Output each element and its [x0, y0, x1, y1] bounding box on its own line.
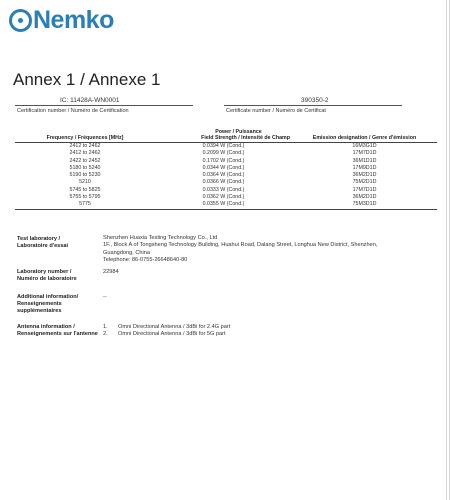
- table-row: [15, 143, 437, 151]
- lab-number-label-line2: Numéro de laboratoire: [17, 276, 77, 282]
- power-header-line2: Field Strength / Intensité de Champ: [201, 135, 290, 141]
- page-edge: [449, 0, 450, 500]
- power-cell: 0.0394 W (Cond.): [202, 143, 245, 149]
- certificate-number-value: 390350-2: [301, 97, 329, 104]
- test-lab-value: [103, 235, 377, 265]
- frequency-cell: 5190 to 5230: [69, 172, 101, 179]
- test-lab-telephone: Telephone: 86-0755-26648640-80: [103, 257, 188, 264]
- power-cell: 0.0344 W (Cond.): [202, 164, 245, 171]
- lab-number-label-line1: Laboratory number /: [17, 269, 72, 275]
- frequency-header: Frequency / Fréquences [MHz]: [15, 129, 155, 143]
- additional-info-value: --: [103, 294, 107, 300]
- table-header-row: [15, 129, 437, 143]
- antenna-info-label-line1: Antenna information /: [17, 324, 75, 330]
- antenna-info-label: [17, 324, 98, 338]
- power-cell: 0.0366 W (Cond.): [202, 179, 245, 186]
- emission-cell: 17M9D1D: [352, 164, 377, 171]
- emission-header: Emission designation / Genre d'émission: [292, 129, 437, 143]
- frequency-cell: 5775: [15, 201, 155, 209]
- logo-circle-icon: [9, 9, 32, 32]
- frequency-cell: 5755 to 5795: [69, 194, 101, 201]
- frequency-cell: 2412 to 2462: [69, 143, 101, 149]
- emission-cell: 75M2D1D: [352, 179, 377, 186]
- additional-info-label-line2: Renseignements: [17, 301, 62, 307]
- additional-info-label: [17, 294, 78, 315]
- page-title: Annex 1 / Annexe 1: [13, 70, 161, 89]
- table-row: [15, 179, 437, 186]
- emission-cell: 36M2D1D: [352, 194, 377, 201]
- test-lab-address-line2: Guangdong, China: [103, 249, 150, 256]
- power-header-line1: Power / Puissance: [215, 129, 262, 135]
- table-row: [15, 194, 437, 201]
- table-row: [15, 187, 437, 194]
- power-cell: 0.0333 W (Cond.): [202, 186, 245, 193]
- table-row: [15, 201, 437, 209]
- test-lab-label-line1: Test laboratory /: [17, 236, 61, 242]
- antenna-info-label-line2: Renseignements sur l'antenne: [17, 331, 98, 337]
- additional-info-label-line1: Additional information/: [17, 294, 79, 300]
- power-cell: 0.0364 W (Cond.): [202, 172, 245, 179]
- table-row: [15, 150, 437, 157]
- emission-cell: 36M2D1D: [352, 172, 377, 179]
- frequency-cell: 2412 to 2462: [69, 150, 101, 157]
- table-row: [15, 158, 437, 165]
- antenna-item-text: Omni Directional Antenna / 3dBi for 2.4G part: [118, 324, 231, 330]
- power-cell: 0.0355 W (Cond.): [155, 201, 292, 209]
- antenna-item-number: 2.: [103, 331, 108, 337]
- certificate-number-label: Certificate number / Numéro de Certificat: [226, 108, 326, 114]
- additional-info-label-line3: supplémentaires: [17, 308, 62, 314]
- frequency-cell: 2422 to 2452: [69, 157, 101, 164]
- page-edge: [446, 0, 447, 500]
- emission-cell: 17M7D1D: [352, 186, 377, 193]
- lab-number-value: 22984: [103, 269, 119, 275]
- antenna-item-text: Omni Directional Antenna / 3dBi for 5G part: [118, 331, 226, 337]
- power-cell: 0.0362 W (Cond.): [202, 194, 245, 201]
- frequency-cell: 5745 to 5825: [69, 186, 101, 193]
- table-row: [15, 165, 437, 172]
- test-lab-name: Shenzhen Huaxia Testing Technology Co., Ltd: [103, 235, 218, 241]
- emission-cell: 17M7D1D: [352, 150, 377, 157]
- emission-cell: 75M3D1D: [292, 201, 437, 209]
- certificate-number-underline: [224, 105, 402, 106]
- certification-number-underline: [15, 105, 193, 106]
- test-lab-label: [17, 236, 68, 250]
- frequency-cell: 5180 to 5240: [69, 164, 101, 171]
- frequency-cell: 5210: [79, 179, 91, 186]
- test-lab-label-line2: Laboratoire d'essai: [17, 243, 69, 249]
- logo-text: Nemko: [33, 6, 114, 34]
- nemko-logo: [9, 6, 114, 34]
- power-cell: 0.1702 W (Cond.): [202, 157, 245, 164]
- power-cell: 0.2099 W (Cond.): [202, 150, 245, 157]
- emission-cell: 16M3G1D: [352, 143, 377, 149]
- antenna-item-number: 1.: [103, 324, 108, 330]
- certification-number-label: Certification number / Numéro de Certification: [17, 108, 129, 114]
- table-row: [15, 172, 437, 179]
- certification-number-value: IC: 11428A-WN0001: [60, 97, 120, 104]
- test-lab-address-line1: 1F., Block A of Tongsheng Technology Building, Huahui Road, Dalang Street, Longhua New District, Shenzhen,: [103, 242, 378, 249]
- frequency-table: [15, 129, 437, 210]
- lab-number-label: [17, 269, 77, 283]
- power-header: [155, 129, 292, 143]
- emission-cell: 36M1D1D: [352, 157, 377, 164]
